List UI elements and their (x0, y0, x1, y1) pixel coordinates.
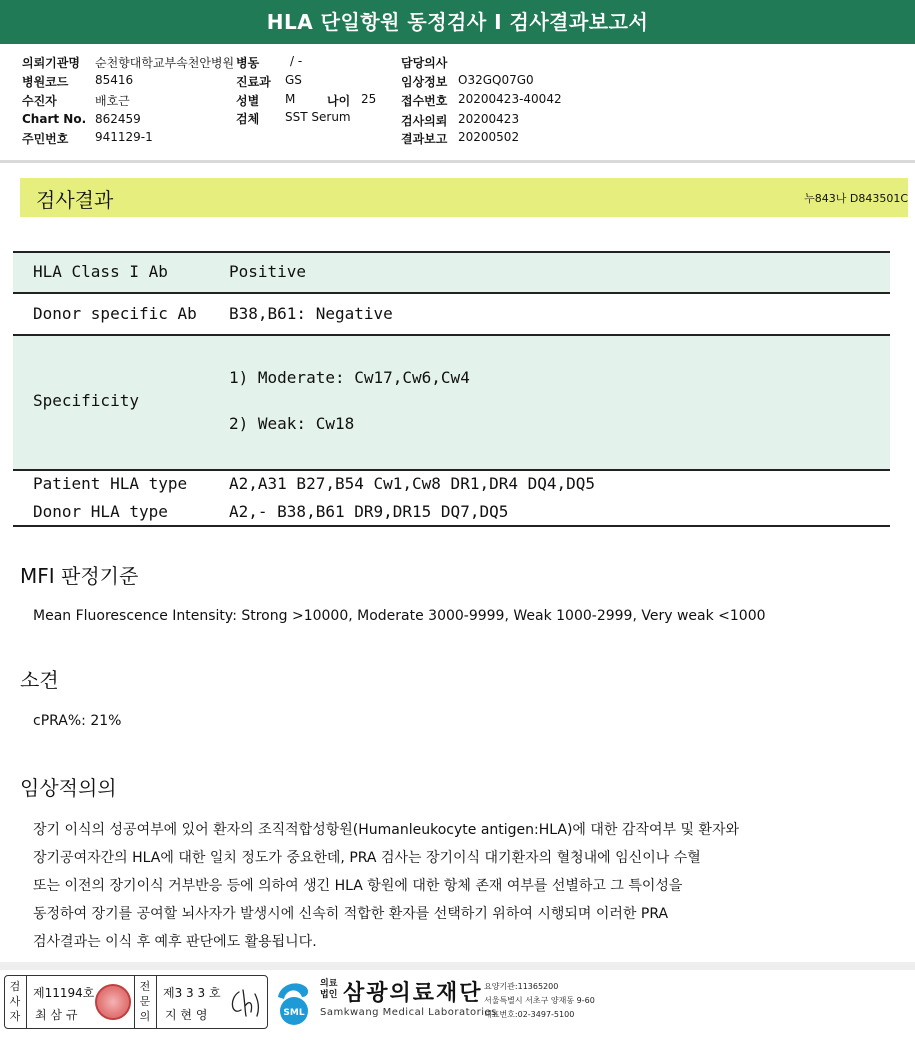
info-value-institution: 순천향대학교부속천안병원 (95, 56, 235, 70)
org-name: 삼광의료재단 (343, 981, 483, 1006)
info-label-receipt-no: 접수번호 (401, 94, 448, 108)
info-value-request-date: 20200423 (458, 112, 520, 126)
info-label-sex: 성별 (236, 94, 260, 108)
row-label-dsa: Donor specific Ab (33, 304, 197, 323)
clinical-line: 장기공여자간의 HLA에 대한 일치 정도가 중요한데, PRA 검사는 장기이식 대기환자의 혈청내에 임신이나 수혈 (33, 850, 701, 866)
clinical-line: 검사결과는 이식 후 예후 판단에도 활용됩니다. (33, 934, 317, 950)
specialist-name: 지 현 영 (165, 1008, 208, 1022)
info-label-institution: 의뢰기관명 (22, 56, 80, 70)
opinion-heading: 소견 (20, 668, 59, 692)
report-title: HLA 단일항원 동정검사 I 검사결과보고서 (0, 0, 915, 44)
info-value-specimen: SST Serum (285, 110, 351, 124)
signature-box (4, 975, 268, 1029)
info-value-clinical-info: O32GQ07G0 (458, 73, 534, 87)
info-value-hospital-code: 85416 (95, 73, 134, 87)
row-label-donor-hla: Donor HLA type (33, 502, 168, 521)
inspector-char: 자 (9, 1010, 21, 1023)
mfi-heading: MFI 판정기준 (20, 564, 139, 588)
info-label-age: 나이 (327, 94, 351, 108)
table-row-class1 (13, 253, 890, 293)
mfi-text: Mean Fluorescence Intensity: Strong >10000, Moderate 3000-9999, Weak 1000-2999, Very weak <1000 (33, 608, 766, 624)
table-line (13, 525, 890, 527)
info-label-department: 진료과 (236, 75, 271, 89)
table-row-dsa (13, 294, 890, 334)
org-prefix-line: 의료 (320, 979, 338, 989)
info-value-report-date: 20200502 (458, 130, 520, 144)
row-label-class1: HLA Class I Ab (33, 261, 168, 281)
info-label-specimen: 검체 (236, 112, 260, 126)
info-value-chart-no: 862459 (95, 112, 141, 126)
inspector-char: 검 (9, 980, 21, 993)
org-address: 서울특별시 서초구 양재동 9-60 (484, 996, 595, 1005)
info-label-report-date: 결과보고 (401, 132, 448, 146)
patient-info (0, 50, 915, 155)
clinical-paragraph (33, 816, 893, 956)
specialist-char: 전 (139, 980, 151, 993)
row-value-spec-weak: 2) Weak: Cw18 (229, 414, 355, 433)
info-label-resident-no: 주민번호 (22, 132, 69, 146)
specialist-cell (157, 976, 267, 1028)
row-value-patient-hla: A2,A31 B27,B54 Cw1,Cw8 DR1,DR4 DQ4,DQ5 (229, 474, 596, 493)
info-label-chart-no: Chart No. (22, 112, 87, 126)
sml-logo-icon (272, 977, 316, 1027)
org-prefix-line: 법인 (320, 990, 338, 1000)
info-label-request-date: 검사의뢰 (401, 114, 448, 128)
row-label-specificity: Specificity (33, 391, 139, 410)
signature-icon (225, 982, 265, 1022)
row-value-class1: Positive (229, 261, 307, 281)
clinical-heading: 임상적의의 (20, 776, 117, 800)
org-prefix (320, 979, 337, 1001)
logo-text: SML (283, 1008, 305, 1018)
opinion-text: cPRA%: 21% (33, 713, 122, 729)
clinical-line: 동정하여 장기를 공여할 뇌사자가 발생시에 신속히 적합한 환자를 선택하기 위하여 시행되며 이러한 PRA (33, 906, 669, 922)
specialist-char: 문 (139, 995, 151, 1008)
row-value-spec-moderate: 1) Moderate: Cw17,Cw6,Cw4 (229, 368, 470, 387)
inspector-tag (5, 976, 27, 1028)
info-label-hospital-code: 병원코드 (22, 75, 69, 89)
info-value-patient: 배호근 (95, 94, 130, 108)
info-label-doctor: 담당의사 (401, 56, 448, 70)
specialist-tag (135, 976, 157, 1028)
table-row-hla-types (13, 471, 890, 525)
info-value-age: 25 (361, 92, 377, 106)
inspector-char: 사 (9, 995, 21, 1008)
inspector-name: 최 삼 규 (35, 1008, 78, 1022)
official-seal-icon (95, 984, 131, 1020)
row-value-donor-hla: A2,- B38,B61 DR9,DR15 DQ7,DQ5 (229, 502, 509, 521)
org-english-name: Samkwang Medical Laboratories (320, 1007, 497, 1018)
row-label-patient-hla: Patient HLA type (33, 474, 188, 493)
row-value-dsa: B38,B61: Negative (229, 304, 393, 323)
inspector-license-no: 제11194호 (33, 986, 95, 1000)
specialist-license-no: 제3 3 3 호 (163, 986, 221, 1000)
info-label-clinical-info: 임상정보 (401, 75, 448, 89)
inspector-cell (27, 976, 135, 1028)
specialist-char: 의 (139, 1010, 151, 1023)
clinical-line: 또는 이전의 장기이식 거부반응 등에 의하여 생긴 HLA 항원에 대한 항체 존재 여부를 선별하고 그 특이성을 (33, 878, 683, 894)
header-divider (0, 160, 915, 163)
info-label-ward: 병동 (236, 56, 260, 70)
info-value-resident-no: 941129-1 (95, 130, 153, 144)
footer-divider (0, 962, 915, 970)
result-code: 누843나 D843501C (804, 192, 908, 205)
info-value-department: GS (285, 73, 302, 87)
info-value-sex: M (285, 92, 296, 106)
org-phone: 대표번호:02-3497-5100 (484, 1010, 575, 1019)
info-value-ward: / - (290, 54, 303, 68)
info-label-patient: 수진자 (22, 94, 57, 108)
org-provider-code: 요양기관:11365200 (484, 982, 559, 991)
info-value-receipt-no: 20200423-40042 (458, 92, 562, 106)
table-row-specificity (13, 336, 890, 469)
result-heading: 검사결과 (36, 188, 114, 212)
result-banner (20, 178, 908, 217)
clinical-line: 장기 이식의 성공여부에 있어 환자의 조직적합성항원(Humanleukocyte antigen:HLA)에 대한 감작여부 및 환자와 (33, 822, 739, 838)
